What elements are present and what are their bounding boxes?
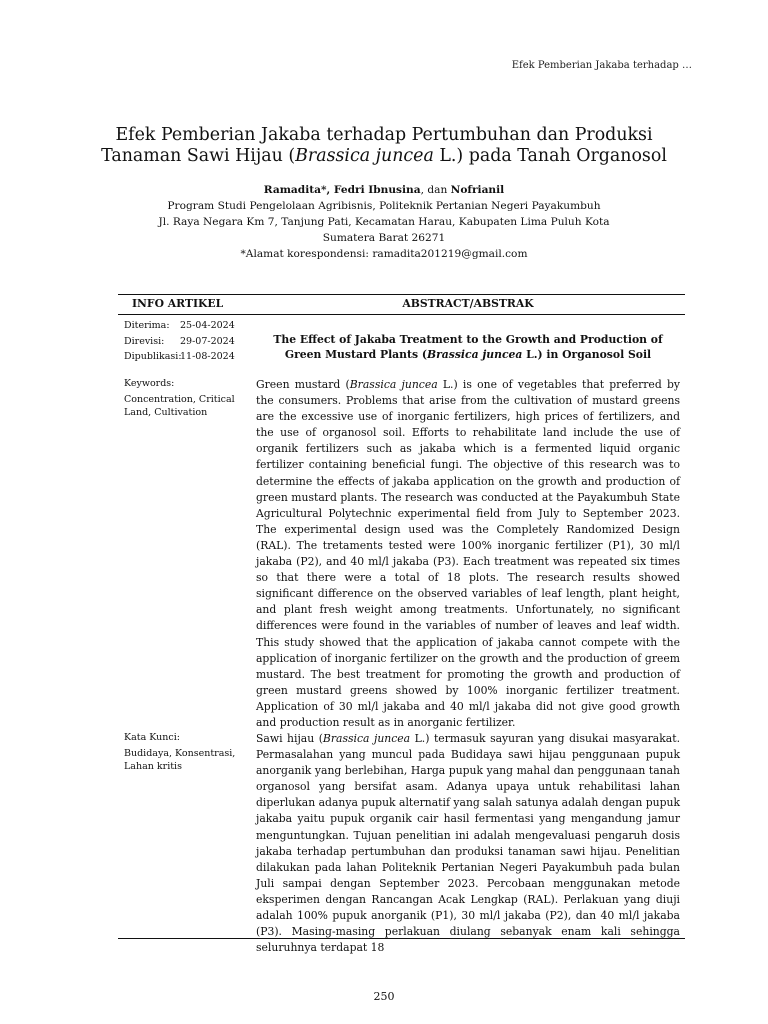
author-3: Nofrianil xyxy=(450,184,505,196)
abstract-english-pre: Green mustard ( xyxy=(256,378,350,391)
author-sep-1: , xyxy=(326,184,334,196)
abstract-indonesian-species: Brassica juncea xyxy=(322,732,411,745)
abstract-english xyxy=(256,377,680,731)
title-line-1: Efek Pemberian Jakaba terhadap Pertumbuhan dan Produksi xyxy=(115,125,653,145)
received-row xyxy=(124,318,235,334)
running-head: Efek Pemberian Jakaba terhadap … xyxy=(511,60,692,71)
info-artikel-heading: INFO ARTIKEL xyxy=(132,297,224,310)
author-block xyxy=(90,182,678,262)
kata-kunci-block xyxy=(124,731,246,774)
received-date: 25-04-2024 xyxy=(180,320,235,331)
english-title-species: Brassica juncea xyxy=(426,348,523,361)
abstract-heading: ABSTRACT/ABSTRAK xyxy=(402,297,534,310)
published-date: 11-08-2024 xyxy=(180,351,235,362)
published-label: Dipublikasi: xyxy=(124,351,182,362)
english-title-post: L.) in Organosol Soil xyxy=(522,348,652,361)
author-sep-2: , dan xyxy=(420,184,451,196)
correspondence-email: *Alamat korespondensi: ramadita201219@gmail.com xyxy=(240,248,528,260)
affiliation-line-2: Jl. Raya Negara Km 7, Tanjung Pati, Kecamatan Harau, Kabupaten Lima Puluh Kota xyxy=(158,216,610,228)
author-2: Fedri Ibnusina xyxy=(333,184,421,196)
abstract-indonesian-body: L.) termasuk sayuran yang disukai masyarakat. Permasalahan yang muncul pada Budidaya sawi hijau penggunaan pupuk anorganik yang berlebihan, Harga pupuk yang mahal dan penggunaan tanah organosol yang bersifat asam. Adanya upaya untuk rehabilitasi lahan diperlukan adanya pupuk alternatif yang salah satunya adalah dengan pupuk jakaba yaitu pupuk organik cair hasil fermentasi yang mengandung jamur menguntungkan. Tujuan penelitian ini adalah mengevaluasi pengaruh dosis jakaba terhadap pertumbuhan dan produksi tanaman sawi hijau. Penelitian dilakukan pada lahan Politeknik Pertanian Negeri Payakumbuh pada bulan Juli sampai dengan September 2023. Percobaan menggunakan metode eksperimen dengan Rancangan Acak Lengkap (RAL). Perlakuan yang diuji adalah 100% pupuk anorganik (P1), 30 ml/l jakaba (P2), dan 40 ml/l jakaba (P3). Masing-masing perlakuan diulang sebanyak enam kali sehingga seluruhnya terdapat 18 xyxy=(256,732,681,955)
keywords-label: Keywords: xyxy=(124,378,175,389)
article-title xyxy=(90,125,678,167)
published-row xyxy=(124,349,235,365)
revised-row xyxy=(124,334,235,350)
received-label: Diterima: xyxy=(124,320,170,331)
title-species: Brassica juncea xyxy=(295,146,434,166)
title-line-2-pre: Tanaman Sawi Hijau ( xyxy=(101,146,296,166)
affiliation-line-3: Sumatera Barat 26271 xyxy=(322,232,446,244)
article-dates xyxy=(124,318,235,365)
english-title xyxy=(256,332,680,362)
author-names xyxy=(90,182,678,198)
keywords-list: Concentration, Critical Land, Cultivation xyxy=(124,393,235,418)
kata-kunci-list: Budidaya, Konsentrasi, Lahan kritis xyxy=(124,747,236,772)
author-1: Ramadita* xyxy=(263,184,327,196)
revised-date: 29-07-2024 xyxy=(180,335,235,347)
title-line-2-post: L.) pada Tanah Organosol xyxy=(433,146,667,166)
revised-label: Direvisi: xyxy=(124,335,165,347)
top-rule xyxy=(118,294,685,295)
keywords-block xyxy=(124,377,246,420)
bottom-rule xyxy=(118,938,685,939)
page-number: 250 xyxy=(373,990,395,1003)
abstract-indonesian xyxy=(256,731,680,956)
affiliation-line-1: Program Studi Pengelolaan Agribisnis, Politeknik Pertanian Negeri Payakumbuh xyxy=(167,200,601,212)
abstract-indonesian-pre: Sawi hijau ( xyxy=(256,732,323,745)
english-title-pre: The Effect of Jakaba Treatment to the Growth and Production of Green Mustard Plants ( xyxy=(273,333,663,361)
abstract-english-species: Brassica juncea xyxy=(349,378,438,391)
header-underline-rule xyxy=(118,314,685,315)
kata-kunci-label: Kata Kunci: xyxy=(124,732,180,743)
abstract-english-body: L.) is one of vegetables that preferred by the consumers. Problems that arise from the cultivation of mustard greens are the excessive use of inorganic fertilizers, high prices of fertilizers, and the use of organosol soil. Efforts to rehabilitate land include the use of organik fertilizers such as jakaba which is a fermented liquid organic fertilizer containing beneficial fungi. The objective of this research was to determine the effects of jakaba application on the growth and production of green mustard plants. The research was conducted at the Payakumbuh State Agricultural Polytechnic experimental field from July to September 2023. The experimental design used was the Completely Randomized Design (RAL). The tretaments tested were 100% inorganic fertilizer (P1), 30 ml/l jakaba (P2), and 40 ml/l jakaba (P3). Each treatment was repeated six times so that there were a total of 18 plots. The research results showed significant difference on the observed variables of leaf length, plant height, and plant fresh weight among treatments. Unfortunately, no significant differences were found in the variables of number of leaves and leaf width. This study showed that the application of jakaba cannot compete with the application of inorganic fertilizer on the growth and the production of greem mustard. The best treatment for promoting the growth and production of green mustard greens showed by 100% inorganic fertilizer treatment. Application of 30 ml/l jakaba and 40 ml/l jakaba did not give good growth and production result as in anorganic fertilizer. xyxy=(256,378,680,729)
